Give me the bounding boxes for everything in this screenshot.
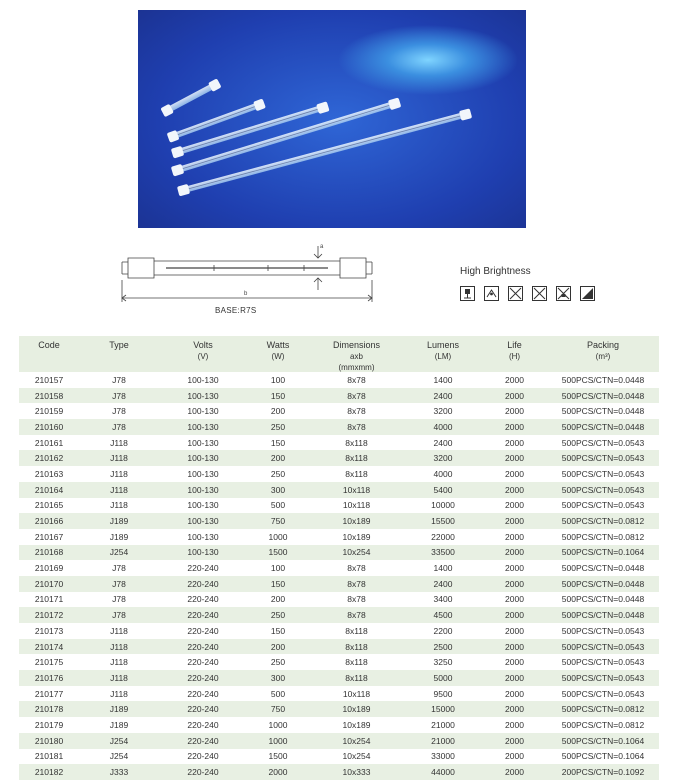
- cell-volts: 220-240: [187, 625, 219, 636]
- cell-lumens: 3200: [433, 406, 453, 417]
- cell-dimensions: 8x78: [347, 406, 366, 417]
- cell-watts: 1000: [268, 735, 288, 746]
- cell-packing: 500PCS/CTN=0.0448: [561, 563, 645, 574]
- cell-code: 210160: [34, 421, 64, 432]
- cell-life: 2000: [505, 719, 524, 730]
- table-row: [19, 654, 659, 670]
- cell-code: 210179: [34, 719, 64, 730]
- cell-type: J118: [110, 500, 128, 511]
- cell-volts: 100-130: [187, 421, 219, 432]
- cell-code: 210157: [34, 374, 64, 385]
- cell-watts: 1000: [268, 531, 288, 542]
- cell-watts: 250: [270, 468, 286, 479]
- cell-lumens: 2400: [433, 390, 453, 401]
- cell-life: 2000: [505, 594, 524, 605]
- table-row: [19, 513, 659, 529]
- cell-code: 210166: [34, 516, 64, 527]
- cell-packing: 500PCS/CTN=0.0543: [561, 468, 645, 479]
- cell-packing: 200PCS/CTN=0.1092: [561, 767, 645, 778]
- cell-code: 210178: [34, 704, 64, 715]
- cell-life: 2000: [505, 374, 524, 385]
- cell-life: 2000: [505, 453, 524, 464]
- cell-watts: 200: [270, 453, 286, 464]
- cell-code: 210180: [34, 735, 64, 746]
- cell-code: 210176: [34, 672, 64, 683]
- table-row: [19, 733, 659, 749]
- cell-volts: 220-240: [187, 578, 219, 589]
- cell-life: 2000: [505, 516, 524, 527]
- cell-type: J118: [110, 625, 128, 636]
- cell-type: J189: [109, 719, 129, 730]
- cell-dimensions: 8x78: [347, 374, 366, 385]
- cell-life: 2000: [505, 672, 524, 683]
- cell-lumens: 15000: [431, 704, 455, 715]
- cell-watts: 200: [270, 641, 286, 652]
- cell-type: J78: [112, 610, 126, 621]
- cell-packing: 500PCS/CTN=0.0543: [561, 484, 645, 495]
- cell-type: J254: [109, 751, 129, 762]
- cell-packing: 500PCS/CTN=0.0448: [561, 578, 645, 589]
- cell-volts: 220-240: [187, 563, 219, 574]
- cell-type: J118: [110, 453, 128, 464]
- cell-lumens: 5400: [433, 484, 453, 495]
- cell-dimensions: 8x118: [345, 453, 368, 464]
- lamp-tube: [160, 78, 221, 117]
- cell-dimensions: 8x78: [347, 563, 366, 574]
- table-row: [19, 529, 659, 545]
- cell-packing: 500PCS/CTN=0.0448: [561, 374, 645, 385]
- cell-dimensions: 10x118: [342, 500, 371, 511]
- cell-watts: 200: [270, 406, 286, 417]
- cell-watts: 150: [270, 578, 286, 589]
- cell-life: 2000: [505, 610, 524, 621]
- cell-life: 2000: [505, 390, 524, 401]
- cell-code: 210161: [34, 437, 64, 448]
- cell-packing: 500PCS/CTN=0.0812: [561, 704, 645, 715]
- table-row: [19, 388, 659, 404]
- cell-watts: 1500: [268, 547, 288, 558]
- cell-dimensions: 10x189: [342, 704, 371, 715]
- cell-volts: 100-130: [187, 547, 219, 558]
- cell-lumens: 2500: [433, 641, 453, 652]
- cell-watts: 150: [270, 437, 286, 448]
- cell-lumens: 21000: [431, 735, 455, 746]
- cell-watts: 250: [270, 610, 286, 621]
- table-row: [19, 498, 659, 514]
- cell-volts: 220-240: [187, 735, 219, 746]
- table-row: [19, 545, 659, 561]
- cell-code: 210159: [34, 406, 64, 417]
- cell-volts: 100-130: [187, 453, 219, 464]
- cell-dimensions: 8x118: [345, 625, 368, 636]
- header-lumens: Lumens (LM): [426, 340, 460, 361]
- cell-packing: 500PCS/CTN=0.1064: [561, 751, 645, 762]
- table-row: [19, 670, 659, 686]
- feature-icons: [460, 286, 595, 301]
- cell-dimensions: 10x189: [342, 516, 371, 527]
- cell-packing: 500PCS/CTN=0.0448: [561, 421, 645, 432]
- cell-watts: 150: [270, 625, 286, 636]
- cell-type: J78: [112, 390, 126, 401]
- cell-packing: 500PCS/CTN=0.1064: [561, 735, 645, 746]
- cell-code: 210173: [34, 625, 64, 636]
- cell-lumens: 4000: [433, 468, 453, 479]
- cell-dimensions: 8x118: [345, 657, 368, 668]
- table-row: [19, 403, 659, 419]
- cell-volts: 100-130: [187, 516, 219, 527]
- cell-code: 210181: [34, 751, 64, 762]
- cell-watts: 500: [270, 688, 286, 699]
- header-watts: Watts (W): [266, 340, 290, 361]
- cell-lumens: 15500: [431, 516, 455, 527]
- table-row: [19, 466, 659, 482]
- cell-lumens: 33500: [431, 547, 455, 558]
- cell-life: 2000: [505, 437, 524, 448]
- cell-lumens: 4000: [433, 421, 453, 432]
- cell-code: 210162: [34, 453, 64, 464]
- cell-watts: 500: [270, 500, 286, 511]
- cell-lumens: 1400: [433, 563, 453, 574]
- cell-life: 2000: [505, 500, 524, 511]
- cell-code: 210163: [34, 468, 64, 479]
- header-dimensions: Dimensions axb (mmxmm): [332, 340, 381, 372]
- cell-type: J78: [112, 563, 126, 574]
- cell-dimensions: 10x254: [342, 751, 371, 762]
- cell-lumens: 10000: [431, 500, 455, 511]
- cell-volts: 220-240: [187, 767, 219, 778]
- cell-watts: 300: [270, 672, 286, 683]
- dim-b-label: b: [244, 291, 248, 297]
- cell-packing: 500PCS/CTN=0.0543: [561, 453, 645, 464]
- cell-type: J118: [110, 672, 128, 683]
- cell-life: 2000: [505, 735, 524, 746]
- cell-dimensions: 8x78: [347, 421, 366, 432]
- cell-lumens: 44000: [431, 767, 455, 778]
- cell-dimensions: 8x118: [345, 641, 368, 652]
- table-row: [19, 764, 659, 780]
- cell-lumens: 4500: [433, 610, 453, 621]
- cell-dimensions: 8x118: [345, 437, 368, 448]
- cell-lumens: 5000: [433, 672, 453, 683]
- table-header: [19, 336, 659, 372]
- cell-dimensions: 10x118: [342, 484, 371, 495]
- cell-packing: 500PCS/CTN=0.0812: [561, 719, 645, 730]
- cell-volts: 220-240: [187, 688, 219, 699]
- cell-type: J189: [109, 516, 129, 527]
- cell-lumens: 21000: [431, 719, 455, 730]
- cell-volts: 100-130: [187, 531, 219, 542]
- cell-lumens: 1400: [433, 374, 453, 385]
- table-row: [19, 607, 659, 623]
- cell-code: 210168: [34, 547, 64, 558]
- reflector-icon: [484, 286, 499, 301]
- crossed-box-icon: [508, 286, 523, 301]
- lamp-base-icon: [460, 286, 475, 301]
- cell-code: 210165: [34, 500, 64, 511]
- cell-volts: 100-130: [187, 374, 219, 385]
- cell-packing: 500PCS/CTN=0.0448: [561, 610, 645, 621]
- cell-type: J254: [109, 547, 129, 558]
- cell-watts: 300: [270, 484, 286, 495]
- cell-type: J78: [112, 594, 126, 605]
- cell-code: 210164: [34, 484, 64, 495]
- header-packing: Packing (m³): [586, 340, 620, 361]
- cell-code: 210174: [34, 641, 64, 652]
- cell-code: 210182: [34, 767, 64, 778]
- lamp-dimension-diagram: [118, 240, 380, 316]
- crossed-box-icon: [532, 286, 547, 301]
- spec-table: [19, 336, 659, 780]
- cell-packing: 500PCS/CTN=0.1064: [561, 547, 645, 558]
- cell-packing: 500PCS/CTN=0.0543: [561, 500, 645, 511]
- cell-dimensions: 8x118: [345, 468, 368, 479]
- cell-dimensions: 8x78: [347, 578, 366, 589]
- table-row: [19, 701, 659, 717]
- cell-volts: 220-240: [187, 751, 219, 762]
- cell-watts: 250: [270, 657, 286, 668]
- half-fill-icon: [580, 286, 595, 301]
- cell-life: 2000: [505, 657, 524, 668]
- cell-type: J78: [112, 374, 126, 385]
- r7s-lamp-drawing: [118, 240, 380, 316]
- cell-lumens: 2400: [433, 578, 453, 589]
- cell-watts: 150: [270, 390, 286, 401]
- cell-volts: 220-240: [187, 594, 219, 605]
- cell-volts: 220-240: [187, 657, 219, 668]
- cell-life: 2000: [505, 688, 524, 699]
- header-life: Life (H): [507, 340, 522, 361]
- header-volts: Volts (V): [193, 340, 213, 361]
- cell-dimensions: 8x78: [347, 390, 366, 401]
- cell-dimensions: 10x333: [342, 767, 371, 778]
- cell-lumens: 3200: [433, 453, 453, 464]
- table-row: [19, 419, 659, 435]
- cell-watts: 200: [270, 594, 286, 605]
- cell-packing: 500PCS/CTN=0.0543: [561, 625, 645, 636]
- cell-volts: 220-240: [187, 641, 219, 652]
- cell-life: 2000: [505, 767, 524, 778]
- cell-life: 2000: [505, 704, 524, 715]
- cell-lumens: 9500: [433, 688, 453, 699]
- cell-volts: 100-130: [187, 500, 219, 511]
- cell-watts: 100: [270, 374, 286, 385]
- cell-lumens: 2400: [433, 437, 453, 448]
- cell-life: 2000: [505, 751, 524, 762]
- cell-watts: 750: [270, 704, 286, 715]
- cell-type: J78: [112, 578, 126, 589]
- table-row: [19, 560, 659, 576]
- table-row: [19, 717, 659, 733]
- cell-life: 2000: [505, 406, 524, 417]
- cell-life: 2000: [505, 641, 524, 652]
- cell-packing: 500PCS/CTN=0.0543: [561, 657, 645, 668]
- cell-code: 210170: [34, 578, 64, 589]
- cell-dimensions: 10x189: [342, 719, 371, 730]
- high-brightness-title: High Brightness: [460, 266, 531, 277]
- table-row: [19, 450, 659, 466]
- cell-life: 2000: [505, 578, 524, 589]
- cell-lumens: 3400: [433, 594, 453, 605]
- cell-dimensions: 8x78: [347, 594, 366, 605]
- cell-dimensions: 10x189: [342, 531, 371, 542]
- table-body: [19, 372, 659, 780]
- header-type: Type: [109, 340, 129, 350]
- table-row: [19, 623, 659, 639]
- table-row: [19, 482, 659, 498]
- table-row: [19, 639, 659, 655]
- cell-packing: 500PCS/CTN=0.0543: [561, 437, 645, 448]
- cell-dimensions: 8x78: [347, 610, 366, 621]
- cell-code: 210172: [34, 610, 64, 621]
- cell-life: 2000: [505, 421, 524, 432]
- cell-watts: 1000: [268, 719, 288, 730]
- cell-type: J189: [109, 704, 129, 715]
- cell-type: J118: [110, 657, 128, 668]
- cell-type: J254: [109, 735, 129, 746]
- cell-life: 2000: [505, 531, 524, 542]
- cell-packing: 500PCS/CTN=0.0543: [561, 641, 645, 652]
- cell-volts: 100-130: [187, 484, 219, 495]
- cell-dimensions: 8x118: [345, 672, 368, 683]
- cell-dimensions: 10x254: [342, 547, 371, 558]
- cell-packing: 500PCS/CTN=0.0812: [561, 516, 645, 527]
- cell-packing: 500PCS/CTN=0.0543: [561, 672, 645, 683]
- table-row: [19, 592, 659, 608]
- cell-watts: 750: [270, 516, 286, 527]
- header-code: Code: [38, 340, 60, 350]
- cell-dimensions: 10x254: [342, 735, 371, 746]
- cell-code: 210169: [34, 563, 64, 574]
- cell-dimensions: 10x118: [342, 688, 371, 699]
- table-row: [19, 749, 659, 765]
- cell-code: 210167: [34, 531, 64, 542]
- halogen-tubes-image: [138, 10, 526, 228]
- cell-lumens: 3250: [433, 657, 453, 668]
- cell-life: 2000: [505, 468, 524, 479]
- cell-packing: 500PCS/CTN=0.0448: [561, 406, 645, 417]
- cell-code: 210171: [34, 594, 64, 605]
- cell-volts: 100-130: [187, 406, 219, 417]
- base-label: BASE:R7S: [215, 306, 257, 315]
- cell-lumens: 22000: [431, 531, 455, 542]
- cell-lumens: 2200: [433, 625, 453, 636]
- cell-type: J78: [112, 421, 126, 432]
- cell-volts: 220-240: [187, 704, 219, 715]
- cell-volts: 220-240: [187, 610, 219, 621]
- cell-life: 2000: [505, 484, 524, 495]
- cell-code: 210175: [34, 657, 64, 668]
- cell-life: 2000: [505, 563, 524, 574]
- cell-lumens: 33000: [431, 751, 455, 762]
- cell-volts: 100-130: [187, 437, 219, 448]
- cell-life: 2000: [505, 547, 524, 558]
- table-row: [19, 576, 659, 592]
- cell-packing: 500PCS/CTN=0.0543: [561, 688, 645, 699]
- cell-code: 210177: [34, 688, 64, 699]
- cell-type: J118: [110, 484, 128, 495]
- table-row: [19, 686, 659, 702]
- dim-a-label: a: [320, 244, 324, 250]
- cell-type: J189: [109, 531, 129, 542]
- cell-packing: 500PCS/CTN=0.0448: [561, 390, 645, 401]
- cell-life: 2000: [505, 625, 524, 636]
- cell-watts: 2000: [268, 767, 288, 778]
- cell-watts: 1500: [268, 751, 288, 762]
- product-photo: [138, 10, 526, 228]
- cell-volts: 100-130: [187, 468, 219, 479]
- cell-type: J118: [110, 641, 128, 652]
- cell-watts: 250: [270, 421, 286, 432]
- cell-watts: 100: [270, 563, 286, 574]
- crossed-lamp-icon: [556, 286, 571, 301]
- cell-type: J118: [110, 688, 128, 699]
- cell-volts: 220-240: [187, 672, 219, 683]
- cell-packing: 500PCS/CTN=0.0448: [561, 594, 645, 605]
- cell-type: J333: [109, 767, 129, 778]
- table-row: [19, 372, 659, 388]
- table-row: [19, 435, 659, 451]
- cell-type: J78: [112, 406, 126, 417]
- cell-packing: 500PCS/CTN=0.0812: [561, 531, 645, 542]
- cell-volts: 220-240: [187, 719, 219, 730]
- cell-volts: 100-130: [187, 390, 219, 401]
- cell-code: 210158: [34, 390, 64, 401]
- cell-type: J118: [110, 468, 128, 479]
- cell-type: J118: [110, 437, 128, 448]
